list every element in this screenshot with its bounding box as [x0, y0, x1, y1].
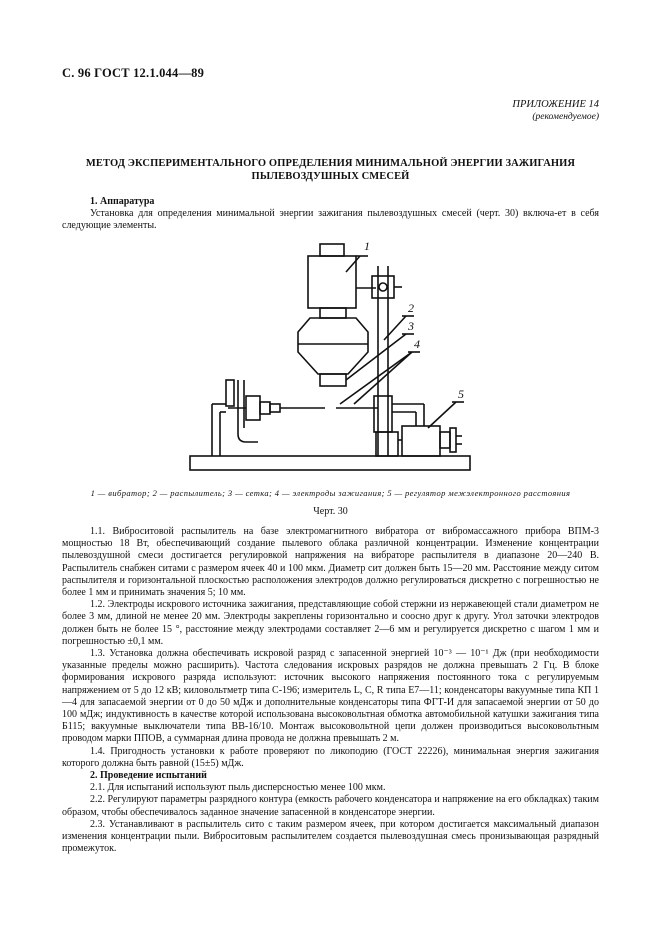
paragraph-1-3: 1.3. Установка должна обеспечивать искровой разряд с запасенной энергией 10⁻³ — 10⁻¹ Дж (при необходимости указанные пределы можно расширить). Частота следования искровых разрядов не должна превышать 2 Гц. В блоке формирования искрового разряда используют: источник высокого напряжения постоянного тока с регулируемым напряжением от 5 до 12 кВ; киловольтметр типа С-196; измеритель L, C, R типа Е7—11; конденсаторы вакуумные типа КП 1—4 для запасаемой энергии от 0 до 50 мДж и дополнительные конденсаторы типа ФГТ-И для запасаемой энергии от 50 до 100 мДж; индуктивность в качестве которой использована высоковольтная обмотка автомобильной катушки зажигания типа Б115; вакуумные выключатели типа ВВ-16/10. Монтаж высоковольтной цепи должен производиться высоковольтным проводом марки ППОВ, а суммарная длина провода не должна превышать 2 м.: [62, 648, 599, 745]
title-line-1: МЕТОД ЭКСПЕРИМЕНТАЛЬНОГО ОПРЕДЕЛЕНИЯ МИНИМАЛЬНОЙ ЭНЕРГИИ ЗАЖИГАНИЯ: [85, 158, 576, 169]
label-1: 1: [364, 239, 370, 253]
vibrator-cap: [320, 244, 344, 256]
appendix-label: ПРИЛОЖЕНИЕ 14: [512, 99, 599, 110]
label-5: 5: [458, 387, 464, 401]
paragraph-2-1: 2.1. Для испытаний используют пыль дисперсностью менее 100 мкм.: [90, 782, 386, 794]
label-3: 3: [408, 319, 414, 333]
sieve: [320, 374, 346, 386]
figure-number: Черт. 30: [313, 506, 348, 517]
base-plate: [190, 456, 470, 470]
regulator-box: [402, 426, 440, 456]
title-line-2: ПЫЛЕВОЗДУШНЫХ СМЕСЕЙ: [251, 171, 410, 182]
clamp: [372, 276, 394, 298]
document-title: [62, 157, 599, 183]
section-1-intro: [62, 196, 599, 233]
section-1-intro-text: Установка для определения минимальной энергии зажигания пылевоздушных смесей (черт. 30) включа-ет в себя следующие элементы.: [62, 208, 599, 232]
paragraph-1-1: 1.1. Виброситовой распылитель на базе электромагнитного вибратора от вибромассажного прибора ВПМ-3 мощностью 18 Вт, обеспечивающий создание пылевого облака различной концентрации. Изменение концентрации пылевоздушной смеси достигается регулировкой напряжения на вибраторе распылителя в диапазоне 20—240 В. Распылитель снабжен ситами с размером ячеек 40 и 100 мкм. Диаметр сит должен быть 15—20 мм. Расстояние между ситом распылителя и горизонтальной плоскостью расположения электродов должно регулироваться дискретно с погрешностью не более 1 мм и принимать значения 5; 10 мм.: [62, 526, 599, 599]
page-header: С. 96 ГОСТ 12.1.044—89: [62, 66, 205, 80]
section-2-heading: 2. Проведение испытаний: [90, 770, 207, 782]
appendix-note: (рекомендуемое): [532, 112, 599, 122]
label-2: 2: [408, 301, 414, 315]
appendix-label-block: [512, 98, 599, 124]
figure-caption: 1 — вибратор; 2 — распылитель; 3 — сетка; 4 — электроды зажигания; 5 — регулятор межэлектронного расстояния: [90, 488, 571, 498]
paragraph-2-3: 2.3. Устанавливают в распылитель сито с таким размером ячеек, при котором достигается максимальный диапазон изменения концентрации пыли. Виброситовым распылителем создается пылевоздушная смесь пронизывающая разрядный промежуток.: [62, 818, 599, 855]
paragraph-1-4: 1.4. Пригодность установки к работе проверяют по ликоподию (ГОСТ 22226), минимальная энергия зажигания которого должна быть равной (15±5) мДж.: [62, 745, 599, 769]
paragraph-1-2: 1.2. Электроды искрового источника зажигания, представляющие собой стержни из нержавеющей стали диаметром не более 3 мм, длиной не менее 20 мм. Электроды закреплены горизонтально и соосно друг к другу. Угол заточки электродов должен быть не более 15 °, расстояние между электродами составляет 2—6 мм и регулируется дискретно с шагом 1 мм и погрешностью ±0,1 мм.: [62, 599, 599, 647]
label-4: 4: [414, 337, 420, 351]
sprayer-cone: [298, 318, 368, 374]
section-1-paragraphs: [62, 526, 599, 855]
section-1-heading: 1. Аппаратура: [90, 196, 155, 207]
vibrator-box: [308, 256, 356, 308]
apparatus-diagram: [180, 236, 480, 476]
paragraph-2-2: 2.2. Регулируют параметры разрядного контура (емкость рабочего конденсатора и напряжение на его обкладках) таким образом, чтобы обеспечивалось заданное значение запасенной в конденсаторе энергии.: [62, 794, 599, 818]
